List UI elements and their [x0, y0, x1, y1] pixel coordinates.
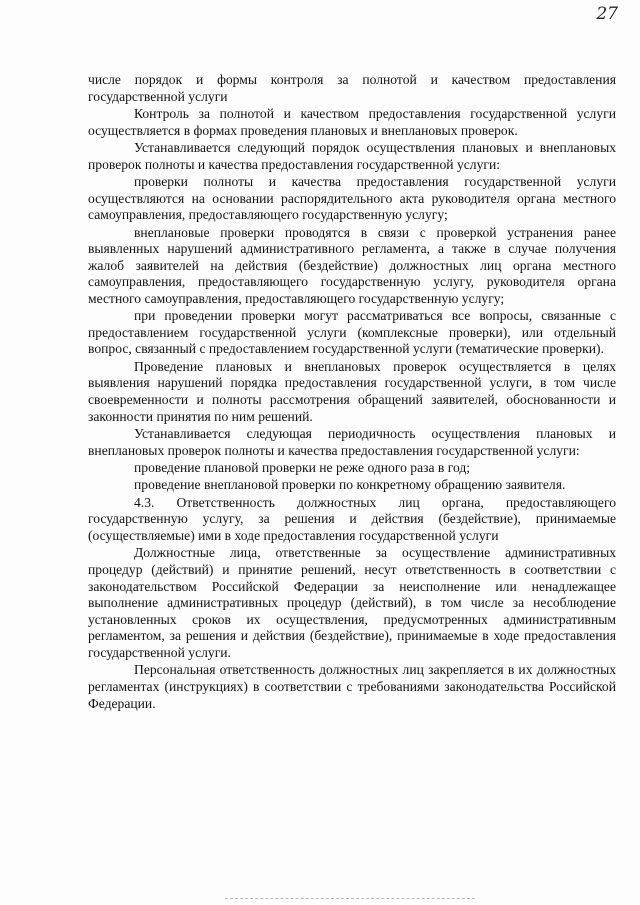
- paragraph: Персональная ответственность должностных лиц закрепляется в их должностных регламентах (инструкциях) в соответствии с требованиями законодательства Российской Федерации.: [88, 662, 616, 711]
- paragraph: Проведение плановых и внеплановых проверок осуществляется в целях выявления нарушений порядка предоставления государственной услуги, в том числе своевременности и полноты рассмотрения обращений заявителей, обоснованности и законности принятия по ним решений.: [88, 358, 616, 424]
- scan-edge-line: [225, 898, 475, 899]
- paragraph: Устанавливается следующий порядок осуществления плановых и внеплановых проверок полноты и качества предоставления государственной услуги:: [88, 139, 616, 172]
- paragraph: при проведении проверки могут рассматриваться все вопросы, связанные с предоставлением государственной услуги (комплексные проверки), или отдельный вопрос, связанный с предоставлением государственной услуги (тематические проверки).: [88, 308, 616, 357]
- paragraph: проверки полноты и качества предоставления государственной услуги осуществляются на основании распорядительного акта руководителя органа местного самоуправления, предоставляющего государственную услугу;: [88, 173, 616, 223]
- paragraph: Должностные лица, ответственные за осуществление административных процедур (действий) и принятие решений, несут ответственность в соответствии с законодательством Российской Федерации за неисполнение или ненадлежащее выполнение административных процедур (действий), в том числе за несоблюдение установленных сроков их осуществления, предусмотренных административным регламентом, за решения и действия (бездействие), принимаемые в ходе предоставления государственной услуги.: [88, 545, 616, 660]
- section-heading: 4.3. Ответственность должностных лиц органа, предоставляющего государственную услугу, за решения и действия (бездействие), принимаемые (осуществляемые) ими в ходе предоставления государственной услуги: [88, 494, 616, 543]
- paragraph: Контроль за полнотой и качеством предоставления государственной услуги осуществляется в формах проведения плановых и внеплановых проверок.: [88, 105, 616, 138]
- paragraph: Устанавливается следующая периодичность осуществления плановых и внеплановых проверок полноты и качества предоставления государственной услуги:: [88, 426, 616, 458]
- paragraph: проведение внеплановой проверки по конкретному обращению заявителя.: [134, 477, 566, 493]
- paragraph: числе порядок и формы контроля за полнотой и качеством предоставления государственной услуги: [88, 72, 616, 104]
- page-number: 27: [596, 4, 618, 24]
- paragraph: внеплановые проверки проводятся в связи с проверкой устранения ранее выявленных нарушений административного регламента, а также в случае получения жалоб заявителей на действия (бездействие) должностных лиц органа местного самоуправления, предоставляющего государственную услугу, руководителя органа местного самоуправления, предоставляющего государственную услугу;: [88, 224, 616, 306]
- paragraph: проведение плановой проверки не реже одного раза в год;: [134, 460, 471, 476]
- document-body: [88, 72, 616, 713]
